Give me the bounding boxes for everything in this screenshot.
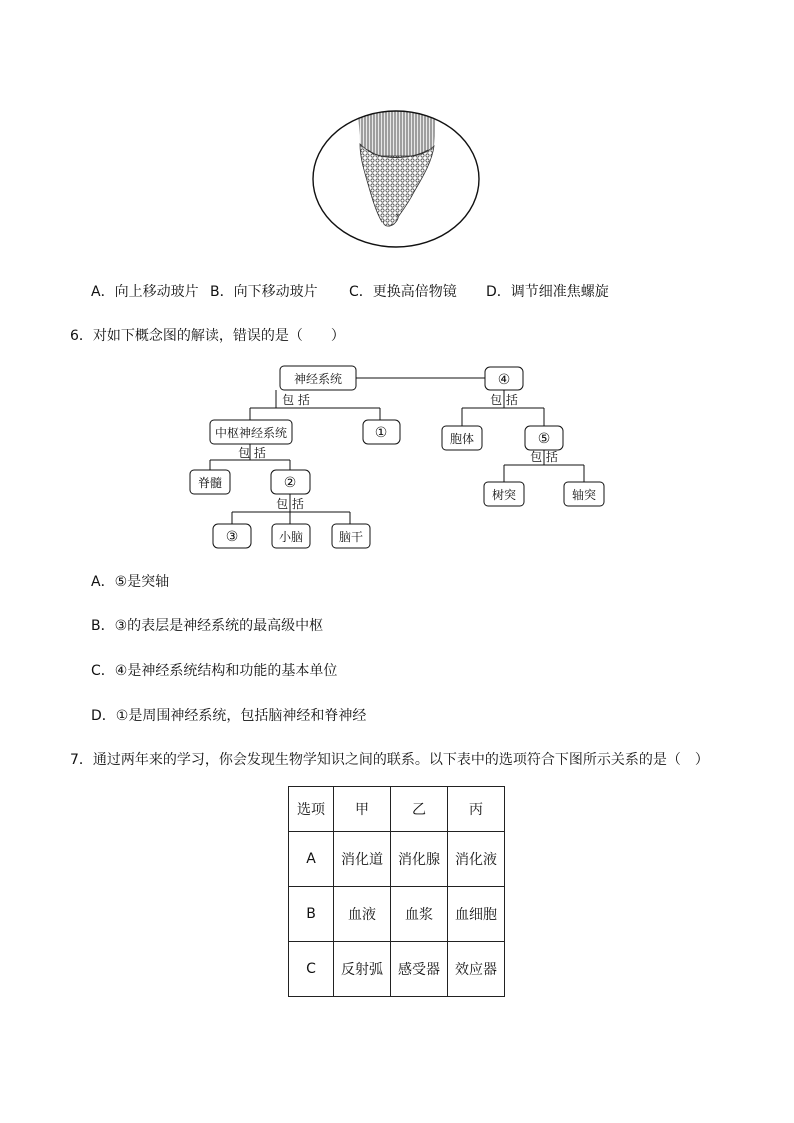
table-cell: 血浆 <box>391 887 448 942</box>
label-3: ③ <box>225 529 239 545</box>
q5-option-d: D．调节细准焦螺旋 <box>486 284 609 300</box>
relationship-table <box>288 786 505 997</box>
table-row <box>289 887 505 942</box>
q6-option-c: C．④是神经系统结构和功能的基本单位 <box>91 663 338 679</box>
label-2: ② <box>283 475 297 491</box>
label-cerebellum: 小脑 <box>278 530 304 544</box>
label-includes-1: 包 括 <box>282 393 310 407</box>
label-cell-body: 胞体 <box>449 432 475 446</box>
label-cns: 中枢神经系统 <box>214 426 288 440</box>
label-4: ④ <box>497 372 511 388</box>
concept-map-diagram <box>180 360 620 555</box>
label-includes-2: 包 括 <box>490 393 518 407</box>
q5-option-b: B．向下移动玻片 <box>210 284 318 300</box>
table-cell: 血细胞 <box>448 887 505 942</box>
table-header-row <box>289 787 505 832</box>
table-header-cell: 选项 <box>289 787 334 832</box>
label-nervous-system: 神经系统 <box>293 372 343 386</box>
q7-stem: 7．通过两年来的学习，你会发现生物学知识之间的联系。以下表中的选项符合下图所示关系的是（ ） <box>70 752 709 768</box>
table-cell: 消化液 <box>448 832 505 887</box>
table-cell: 血液 <box>334 887 391 942</box>
label-dendrite: 树突 <box>491 488 517 502</box>
table-header-cell: 丙 <box>448 787 505 832</box>
q6-option-a: A．⑤是突轴 <box>91 574 170 590</box>
label-1: ① <box>374 425 388 441</box>
table-cell: 感受器 <box>391 942 448 997</box>
q6-stem: 6．对如下概念图的解读，错误的是（ ） <box>70 328 345 344</box>
table-header-cell: 甲 <box>334 787 391 832</box>
table-cell: C <box>289 942 334 997</box>
label-5: ⑤ <box>537 431 551 447</box>
microscope-view-figure <box>310 108 482 250</box>
label-includes-4: 包 括 <box>530 450 558 464</box>
label-axon: 轴突 <box>571 488 597 502</box>
label-spinal-cord: 脊髓 <box>197 476 223 490</box>
table-cell: A <box>289 832 334 887</box>
table-cell: 效应器 <box>448 942 505 997</box>
label-includes-5: 包 括 <box>276 497 304 511</box>
table-row <box>289 832 505 887</box>
label-brainstem: 脑干 <box>338 530 364 544</box>
table-row <box>289 942 505 997</box>
label-includes-3: 包 括 <box>238 446 266 460</box>
table-cell: 反射弧 <box>334 942 391 997</box>
q5-option-a: A．向上移动玻片 <box>91 284 199 300</box>
q6-option-d: D．①是周围神经系统，包括脑神经和脊神经 <box>91 708 367 724</box>
table-cell: B <box>289 887 334 942</box>
table-cell: 消化道 <box>334 832 391 887</box>
table-cell: 消化腺 <box>391 832 448 887</box>
q6-option-b: B．③的表层是神经系统的最高级中枢 <box>91 618 324 634</box>
q5-option-c: C．更换高倍物镜 <box>349 284 457 300</box>
table-header-cell: 乙 <box>391 787 448 832</box>
